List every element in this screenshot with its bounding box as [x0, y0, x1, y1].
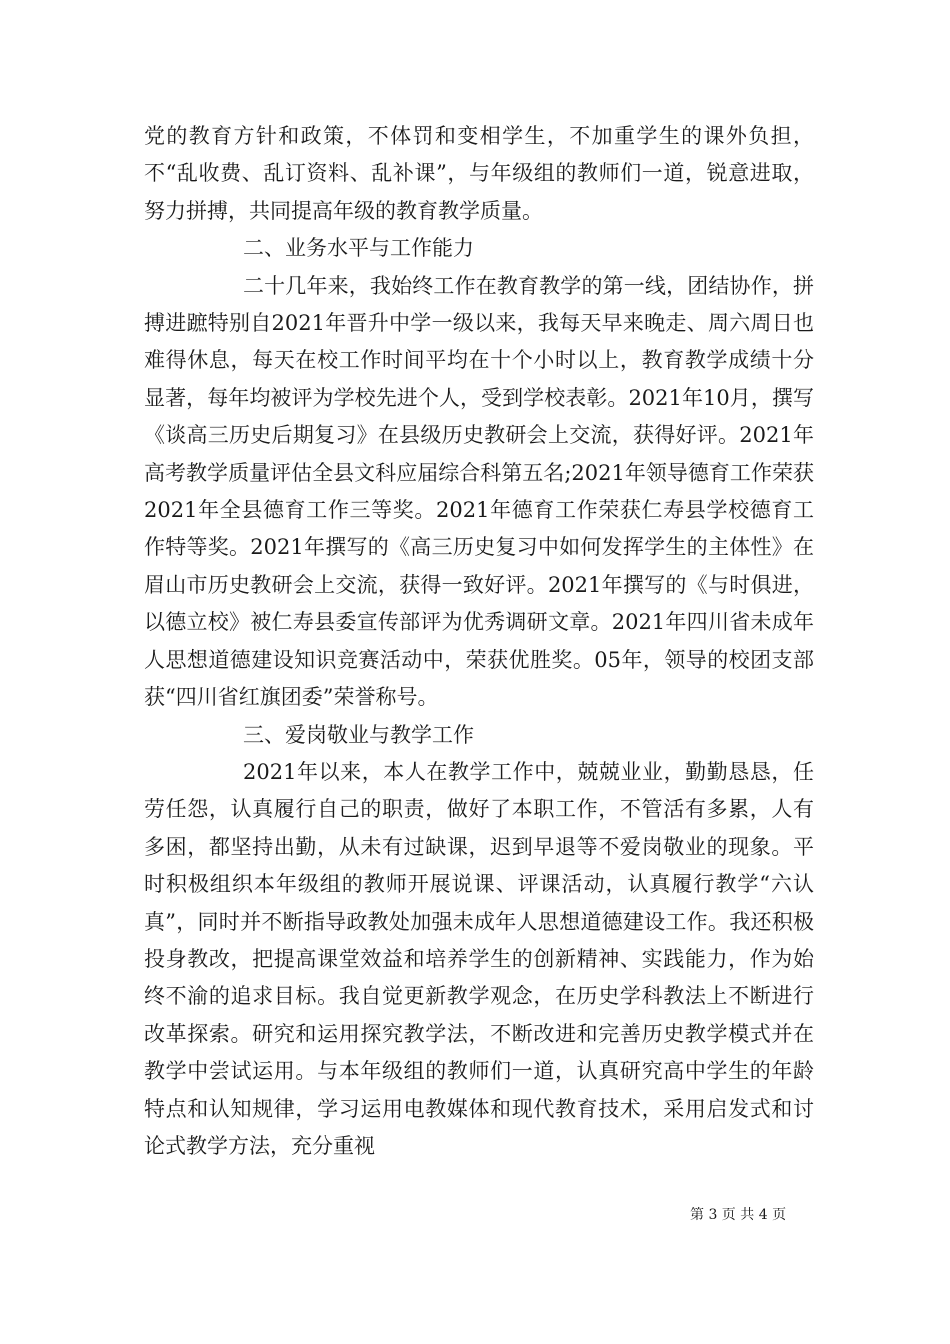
paragraph-achievements: 二十几年来，我始终工作在教育教学的第一线，团结协作，拼搏进蹠特别自2021年晋升中学一级以来，我每天早来晚走、周六周日也难得休息，每天在校工作时间平均在十个小时以上，教育教学成绩十分显著，每年均被评为学校先进个人，受到学校表彰。2021年10月，撰写《谈高三历史后期复习》在县级历史教研会上交流，获得好评。2021年高考教学质量评估全县文科应届综合科第五名;2021年领导德育工作荣获2021年全县德育工作三等奖。2021年德育工作荣获仁寿县学校德育工作特等奖。2021年撰写的《高三历史复习中如何发挥学生的主体性》在眉山市历史教研会上交流，获得一致好评。2021年撰写的《与时俱进，以德立校》被仁寿县委宣传部评为优秀调研文章。2021年四川省未成年人思想道德建设知识竞赛活动中，荣获优胜奖。05年，领导的校团支部获“四川省红旗团委”荣誉称号。	[144, 273, 814, 710]
document-body	[144, 118, 814, 1165]
paragraph-policy-continuation: 党的教育方针和政策，不体罚和变相学生，不加重学生的课外负担，不“乱收费、乱订资料、乱补课”，与年级组的教师们一道，锐意进取，努力拼搏，共同提高年级的教育教学质量。	[144, 124, 814, 223]
paragraph-teaching-work: 2021年以来，本人在教学工作中，兢兢业业，勤勤恳恳，任劳任怨，认真履行自己的职责，做好了本职工作，不管活有多累，人有多困，都坚持出勤，从未有过缺课，迟到早退等不爱岗敬业的现象。平时积极组织本年级组的教师开展说课、评课活动，认真履行教学“六认真”，同时并不断指导政教处加强未成年人思想道德建设工作。我还积极投身教改，把提高课堂效益和培养学生的创新精神、实践能力，作为始终不渝的追求目标。我自觉更新教学观念，在历史学科教法上不断进行改革探索。研究和运用探究教学法，不断改进和完善历史教学模式并在教学中尝试运用。与本年级组的教师们一道，认真研究高中学生的年龄特点和认知规律，学习运用电教媒体和现代教育技术，采用启发式和讨论式教学方法，充分重视	[144, 759, 814, 1158]
page-number-footer: 第 3 页 共 4 页	[690, 1207, 787, 1223]
section-heading-business-ability: 二、业务水平与工作能力	[243, 236, 474, 261]
section-heading-dedication-teaching: 三、爱岗敬业与教学工作	[243, 722, 474, 747]
